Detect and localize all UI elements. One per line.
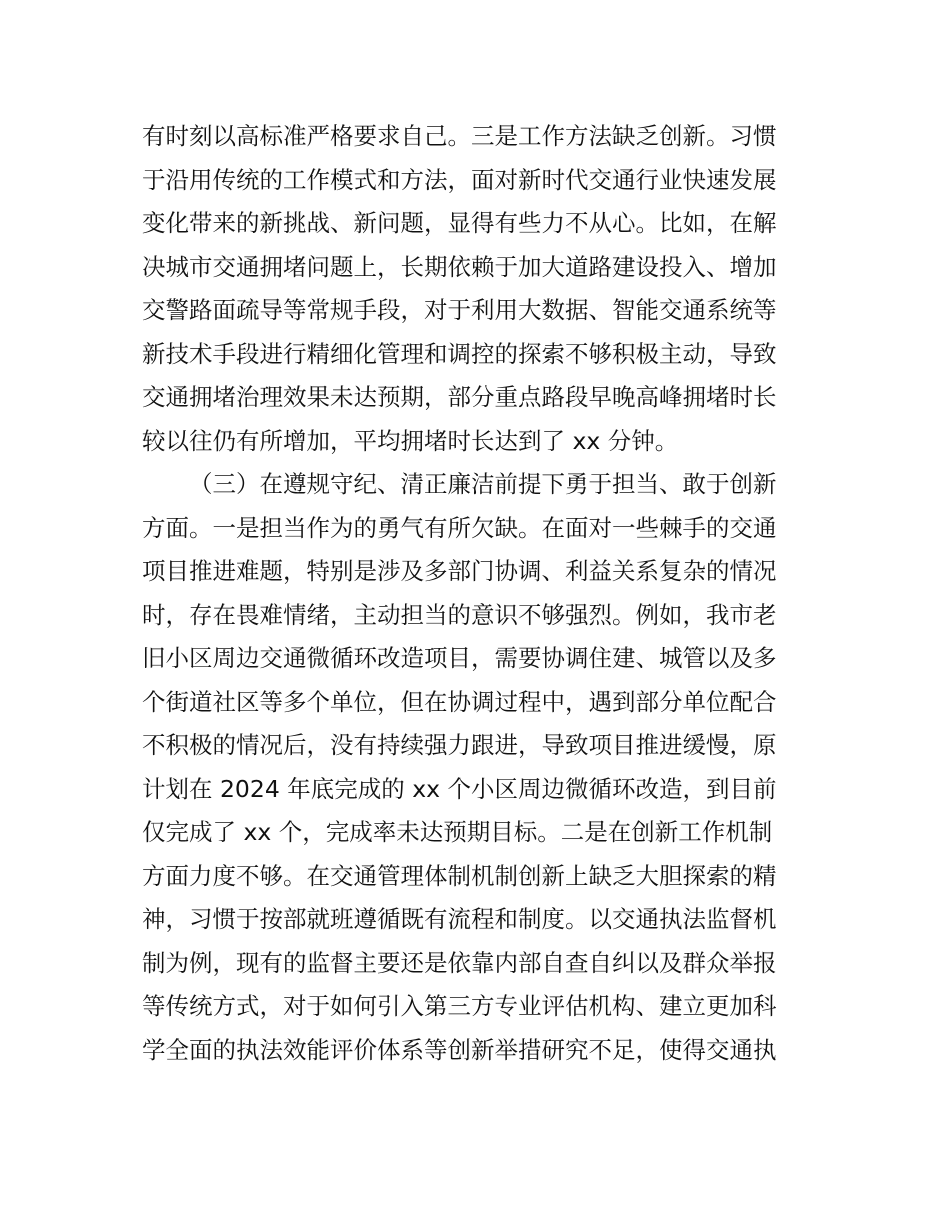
text-line: 交警路面疏导等常规手段，对于利用大数据、智能交通系统等 — [142, 296, 777, 324]
paragraph-work-methods — [142, 115, 822, 463]
text-line: 决城市交通拥堵问题上，长期依赖于加大道路建设投入、增加 — [142, 252, 777, 281]
text-line: 仅完成了 xx 个，完成率未达预期目标。二是在创新工作机制 — [142, 818, 773, 846]
text-line: 等传统方式，对于如何引入第三方专业评估机构、建立更加科 — [142, 992, 777, 1020]
text-line: 有时刻以高标准严格要求自己。三是工作方法缺乏创新。习惯 — [142, 122, 777, 150]
text-line: 神，习惯于按部就班遵循既有流程和制度。以交通执法监督机 — [142, 905, 777, 933]
text-line: （三）在遵规守纪、清正廉洁前提下勇于担当、敢于创新 — [189, 470, 777, 498]
text-line: 计划在 2024 年底完成的 xx 个小区周边微循环改造，到目前 — [142, 774, 777, 803]
text-line: 制为例，现有的监督主要还是依靠内部自查自纠以及群众举报 — [142, 948, 777, 977]
text-line: 较以往仍有所增加，平均拥堵时长达到了 xx 分钟。 — [142, 426, 679, 455]
text-line: 方面力度不够。在交通管理体制机制创新上缺乏大胆探索的精 — [142, 861, 777, 890]
text-line: 学全面的执法效能评价体系等创新举措研究不足，使得交通执 — [142, 1035, 777, 1064]
text-line: 不积极的情况后，没有持续强力跟进，导致项目推进缓慢，原 — [142, 731, 777, 759]
text-line: 旧小区周边交通微循环改造项目，需要协调住建、城管以及多 — [142, 644, 777, 672]
text-line: 变化带来的新挑战、新问题，显得有些力不从心。比如，在解 — [142, 209, 777, 237]
text-line: 交通拥堵治理效果未达预期，部分重点路段早晚高峰拥堵时长 — [142, 383, 777, 411]
text-line: 于沿用传统的工作模式和方法，面对新时代交通行业快速发展 — [142, 165, 777, 194]
text-line: 项目推进难题，特别是涉及多部门协调、利益关系复杂的情况 — [142, 557, 777, 585]
text-line: 方面。一是担当作为的勇气有所欠缺。在面对一些棘手的交通 — [142, 513, 777, 542]
text-line: 时，存在畏难情绪，主动担当的意识不够强烈。例如，我市老 — [142, 600, 777, 629]
text-line: 个街道社区等多个单位，但在协调过程中，遇到部分单位配合 — [142, 687, 777, 716]
paragraph-section-three — [142, 463, 822, 1072]
text-line: 新技术手段进行精细化管理和调控的探索不够积极主动，导致 — [142, 339, 777, 368]
